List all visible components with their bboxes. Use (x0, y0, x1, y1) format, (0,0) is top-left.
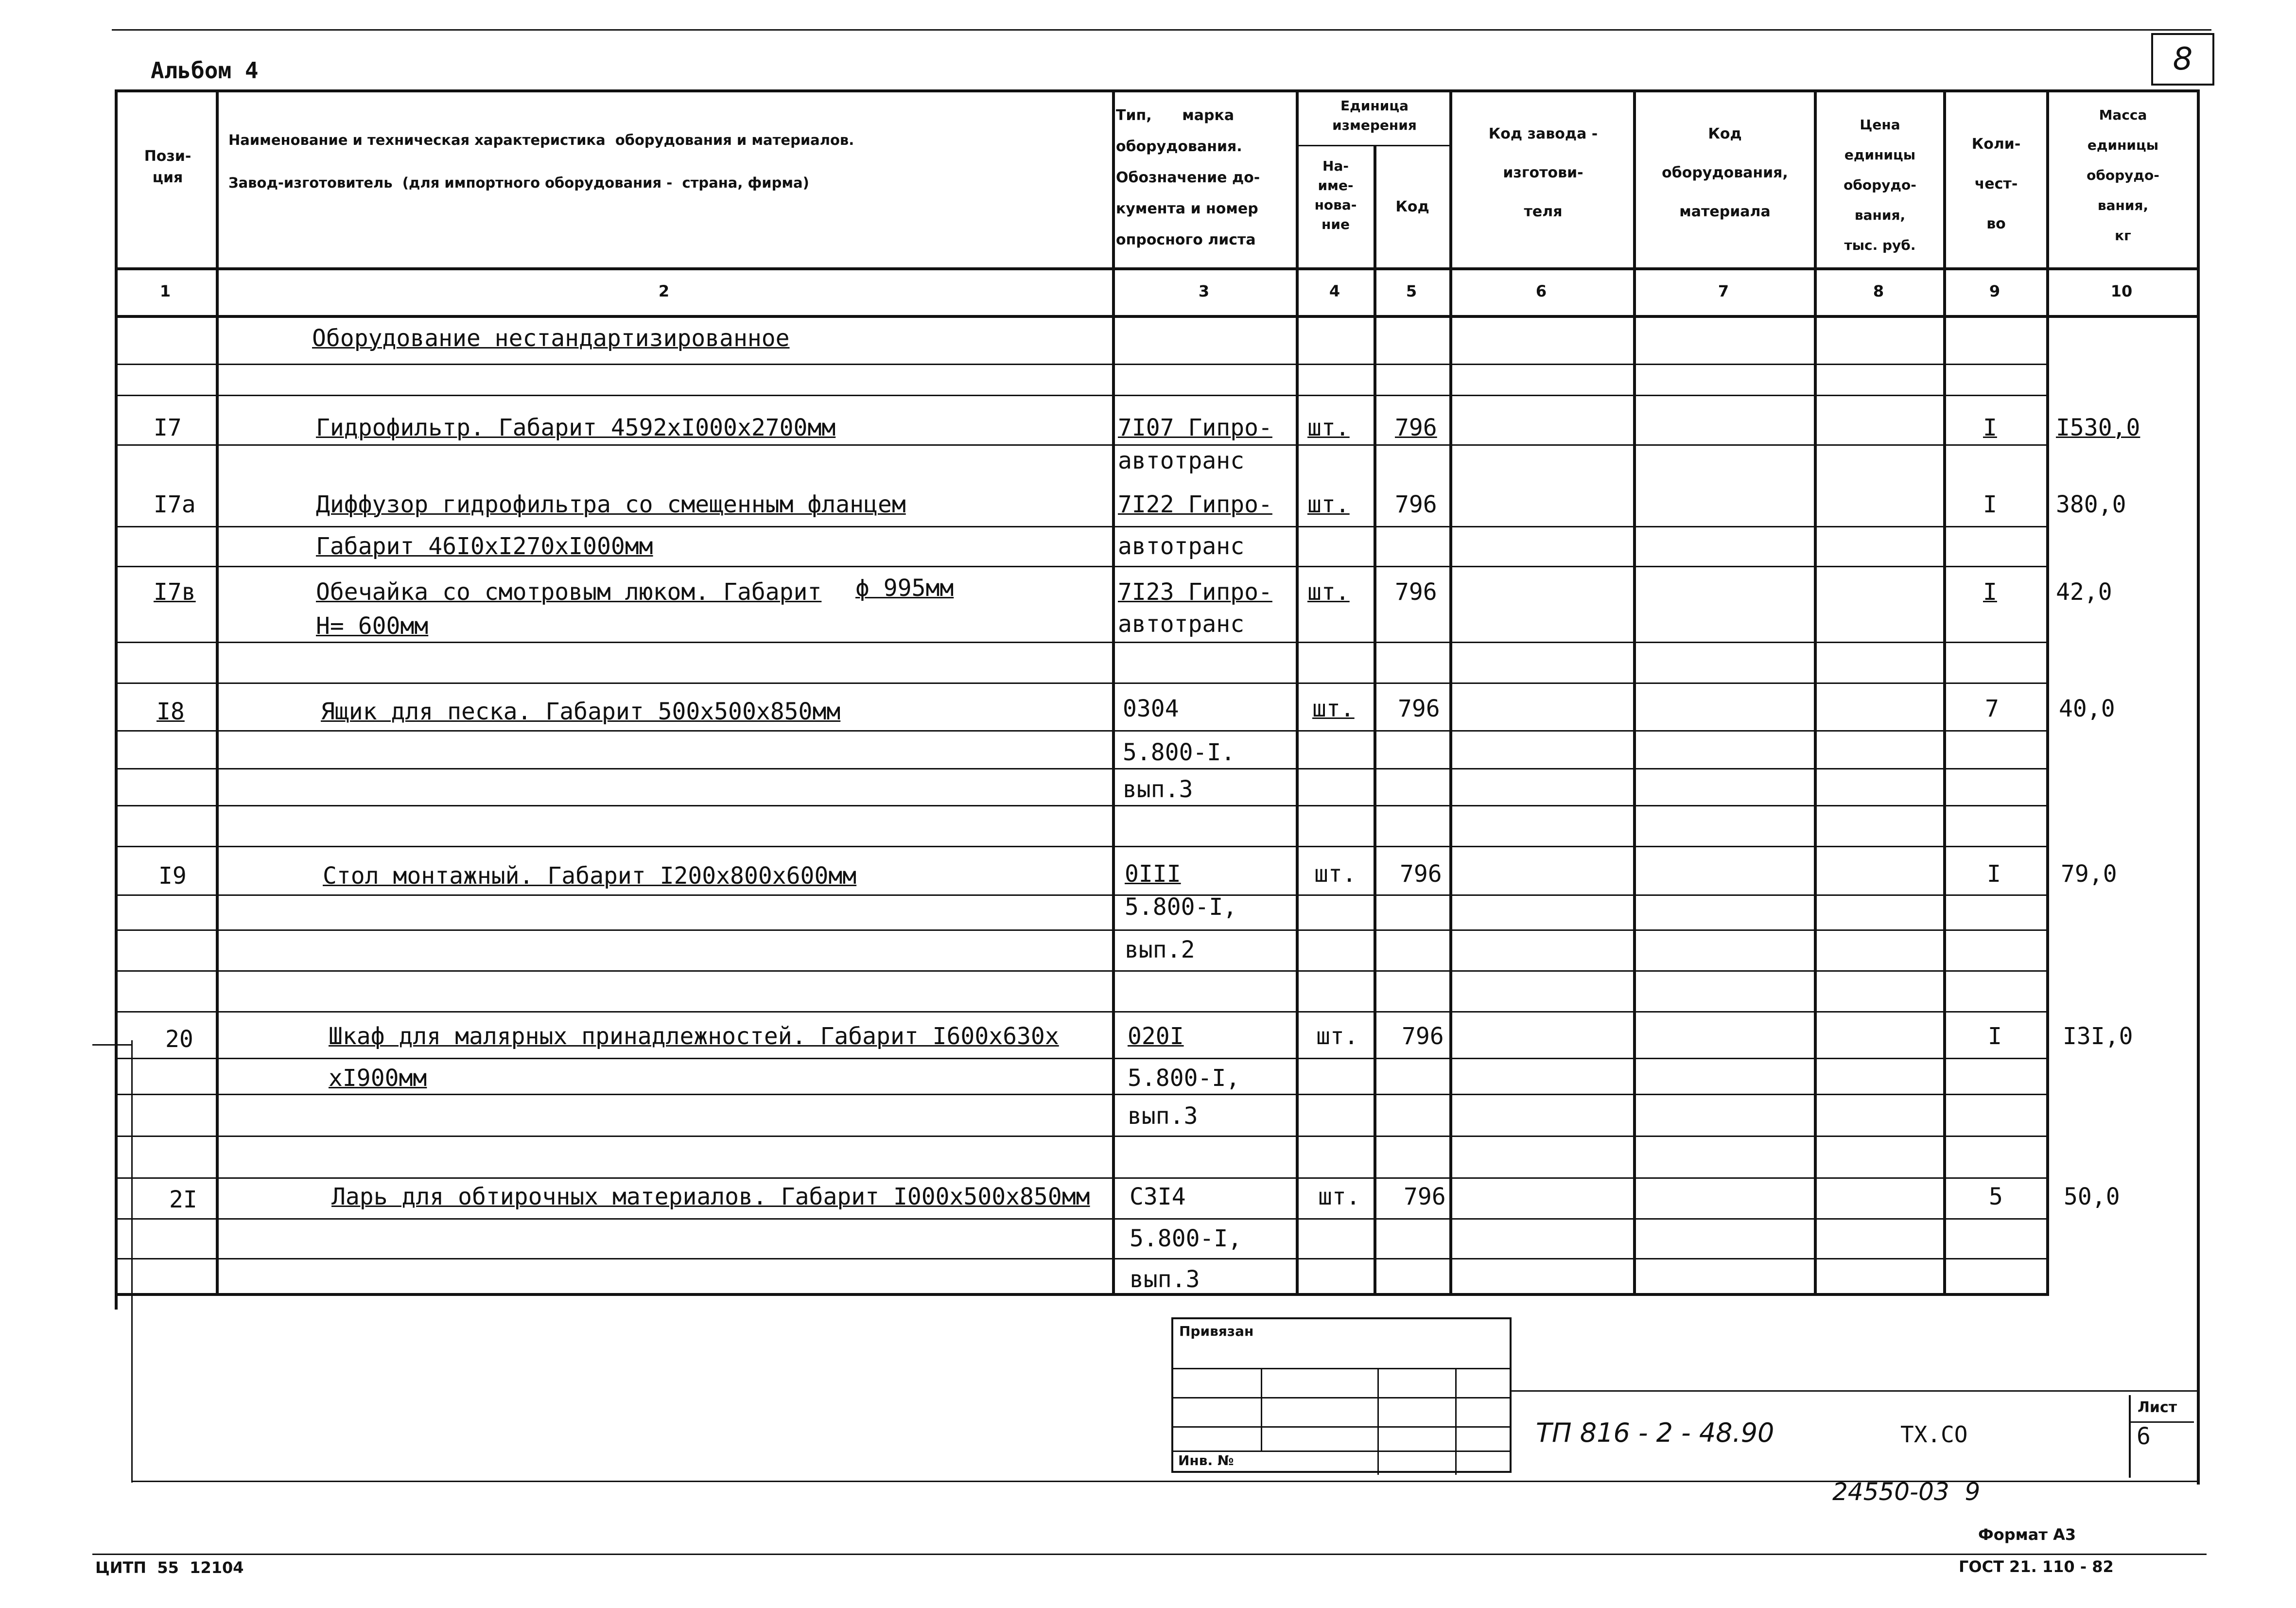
row-mass: 42,0 (2056, 578, 2112, 606)
format-label: Формат А3 (1978, 1525, 2076, 1544)
colnum-2: 2 (658, 282, 670, 300)
row-line (115, 444, 2049, 446)
header-unit-group: Единица измерения (1332, 98, 1417, 133)
row-pos: 2I (169, 1186, 197, 1213)
row-mass: 50,0 (2064, 1183, 2120, 1210)
row-unit: шт. (1307, 578, 1350, 606)
row-mass: 40,0 (2059, 695, 2115, 722)
stamp-line (1173, 1451, 1510, 1452)
row-name: Ящик для песка. Габарит 500х500х850мм (321, 698, 841, 725)
linked-label: Привязан (1179, 1323, 1254, 1339)
document-mark: ТХ.СО (1900, 1421, 1968, 1448)
row-type: вып.2 (1125, 936, 1195, 963)
row-line (115, 1094, 2049, 1095)
row-mass: 79,0 (2061, 860, 2117, 888)
row-unit: шт. (1318, 1183, 1360, 1210)
row-pos: I7 (154, 414, 182, 441)
row-line (115, 846, 2049, 847)
header-col8: Цена единицы оборудо- вания, тыс. руб. (1844, 117, 1916, 253)
row-code: 796 (1404, 1183, 1446, 1210)
table-top-border (115, 89, 2200, 92)
header-col4: На- име- нова- ние (1314, 158, 1357, 232)
sheet-label: Лист (2138, 1399, 2177, 1416)
row-name: Шкаф для малярных принадлежностей. Габарит I600х630х (329, 1023, 1059, 1050)
outer-bottom-line (92, 1554, 2207, 1555)
row-name: Ларь для обтирочных материалов. Габарит I000х500х850мм (331, 1183, 1090, 1210)
number-row-bottom-line (115, 315, 2200, 318)
row-type: 0304 (1123, 695, 1179, 722)
row-code: 796 (1398, 695, 1440, 722)
row-line (115, 1218, 2049, 1220)
header-col7: Код оборудования, материала (1662, 125, 1788, 220)
row-mass: 380,0 (2056, 491, 2126, 518)
row-pos: I7а (154, 491, 196, 518)
header-col3: Тип, марка оборудования. Обозначение до- кумента и номер опросного листа (1116, 107, 1260, 248)
header-col2: Наименование и техническая характеристика оборудования и материалов. Завод-изготовитель (для импортного оборудования - страна, фирма) (228, 132, 854, 191)
unit-group-divider (1296, 145, 1452, 146)
archive-number: 24550-03 9 (1832, 1478, 1981, 1506)
row-name-diameter: ϕ 995мм (855, 575, 954, 602)
row-qty: I (1983, 578, 1997, 606)
row-line (115, 682, 2049, 684)
colnum-3: 3 (1198, 282, 1210, 300)
stamp-col (1455, 1368, 1457, 1475)
sheet-box (2129, 1395, 2194, 1478)
title-block-line (1512, 1390, 2197, 1392)
row-name: Габарит 46I0хI270хI000мм (316, 533, 653, 560)
row-name: Н= 600мм (316, 612, 429, 640)
row-unit: шт. (1316, 1023, 1358, 1050)
stamp-line (1173, 1426, 1510, 1428)
header-col9: Коли- чест- во (1971, 136, 2021, 232)
row-name: Обечайка со смотровым люком. Габарит (316, 578, 822, 606)
row-qty: 5 (1989, 1183, 2003, 1210)
row-line (115, 566, 2049, 567)
row-line (115, 929, 2049, 931)
sheet-number: 6 (2137, 1423, 2151, 1450)
stamp-col (1377, 1368, 1379, 1475)
row-code: 796 (1402, 1023, 1444, 1050)
section-title: Оборудование нестандартизированное (312, 325, 790, 352)
row-code: 796 (1395, 578, 1437, 606)
gost-label: ГОСТ 21. 110 - 82 (1959, 1557, 2114, 1576)
row-type: 7I22 Гипро- (1118, 491, 1272, 518)
row-type: 5.800-I. (1123, 739, 1235, 766)
row-type: 7I07 Гипро- (1118, 414, 1272, 441)
corner-sheet-number: 8 (2173, 41, 2193, 77)
sheet-box-divider (2131, 1421, 2194, 1423)
stamp-col (1261, 1368, 1262, 1451)
row-type: автотранс (1118, 611, 1245, 638)
colnum-7: 7 (1718, 282, 1729, 300)
header-col6: Код завода - изготови- теля (1488, 125, 1598, 220)
row-type: 7I23 Гипро- (1118, 578, 1272, 606)
row-qty: 7 (1985, 695, 1999, 722)
stamp-line (1173, 1397, 1510, 1398)
row-line (115, 805, 2049, 806)
row-code: 796 (1395, 414, 1437, 441)
row-name: хI900мм (329, 1065, 427, 1092)
row-name: Стол монтажный. Габарит I200х800х600мм (323, 862, 857, 890)
row-line (115, 1058, 2049, 1059)
row-type: вып.3 (1130, 1266, 1200, 1293)
row-type: автотранс (1118, 447, 1245, 474)
row-qty: I (1983, 491, 1997, 518)
header-col5: Код (1395, 198, 1429, 215)
colnum-4: 4 (1329, 282, 1340, 300)
row-type: автотранс (1118, 533, 1245, 560)
row-unit: шт. (1307, 491, 1350, 518)
row-pos: I7в (154, 578, 196, 606)
row-pos: I9 (158, 862, 187, 890)
album-label: Альбом 4 (151, 57, 259, 84)
corner-sheet-box (2151, 33, 2214, 86)
row-line (115, 1258, 2049, 1259)
row-type: 5.800-I, (1128, 1065, 1240, 1092)
col-line-4 (1374, 145, 1376, 1295)
row-mass: I530,0 (2056, 414, 2140, 441)
row-mass: I3I,0 (2063, 1023, 2133, 1050)
row-unit: шт. (1312, 695, 1355, 722)
document-code: ТП 816 - 2 - 48.90 (1536, 1417, 1774, 1448)
table-body-bottom (115, 1293, 2049, 1296)
colnum-9: 9 (1989, 282, 2000, 300)
binding-left-border (131, 1040, 133, 1483)
row-name: Гидрофильтр. Габарит 4592хI000х2700мм (316, 414, 836, 441)
colnum-10: 10 (2110, 282, 2133, 300)
row-line (115, 364, 2049, 365)
row-line (115, 1177, 2049, 1179)
stamp-line (1173, 1368, 1510, 1369)
row-type: вып.3 (1123, 776, 1193, 803)
row-type: 5.800-I, (1130, 1225, 1242, 1252)
binding-line (92, 1044, 131, 1046)
colnum-8: 8 (1873, 282, 1884, 300)
row-line (115, 894, 2049, 896)
row-code: 796 (1395, 491, 1437, 518)
inventory-label: Инв. № (1178, 1452, 1234, 1468)
row-line (115, 1136, 2049, 1137)
footer-left-code: ЦИТП 55 12104 (95, 1558, 244, 1577)
top-frame-line (112, 29, 2211, 31)
row-type: С3I4 (1130, 1183, 1186, 1210)
header-col10: Масса единицы оборудо- вания, кг (2087, 107, 2159, 244)
row-type: 020I (1128, 1023, 1184, 1050)
row-line (115, 970, 2049, 972)
linked-stamp (1171, 1317, 1512, 1473)
row-line (115, 526, 2049, 527)
column-number-row (115, 270, 2200, 314)
row-pos: I8 (157, 698, 185, 725)
row-line (115, 730, 2049, 732)
row-qty: I (1983, 414, 1997, 441)
colnum-5: 5 (1406, 282, 1417, 300)
header-col1: Пози- ция (144, 148, 191, 186)
row-type: вып.3 (1128, 1102, 1198, 1130)
colnum-1: 1 (159, 282, 171, 300)
row-unit: шт. (1314, 860, 1357, 888)
row-code: 796 (1400, 860, 1442, 888)
row-name: Диффузор гидрофильтра со смещенным фланцем (316, 491, 906, 518)
row-line (115, 1011, 2049, 1013)
row-qty: I (1987, 860, 2001, 888)
row-type: 5.800-I, (1125, 893, 1237, 921)
row-pos: 20 (165, 1026, 193, 1053)
row-line (115, 768, 2049, 769)
row-line (115, 395, 2049, 396)
colnum-6: 6 (1535, 282, 1547, 300)
row-qty: I (1988, 1023, 2002, 1050)
row-unit: шт. (1307, 414, 1350, 441)
row-type: 0III (1125, 860, 1181, 888)
row-line (115, 642, 2049, 643)
